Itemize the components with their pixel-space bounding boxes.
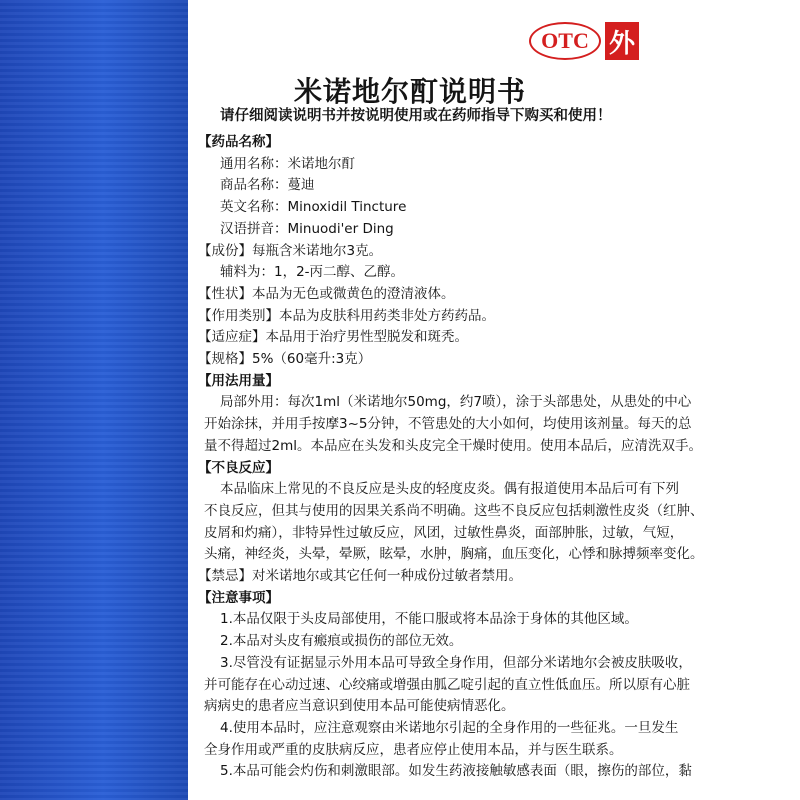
document-subtitle: 请仔细阅读说明书并按说明使用或在药师指导下购买和使用！ [220,108,612,124]
leaflet-line: 5.本品可能会灼伤和刺激眼部。如发生药液接触敏感表面（眼，擦伤的部位，黏 [220,763,692,780]
leaflet-line: 商品名称：蔓迪 [220,177,315,194]
leaflet-line: 全身作用或严重的皮肤病反应，患者应停止使用本品，并与医生联系。 [204,741,623,758]
document-title: 米诺地尔酊说明书 [293,75,526,108]
leaflet-line: 【用法用量】 [198,372,279,389]
leaflet-line: 本品临床上常见的不良反应是头皮的轻度皮炎。偶有报道使用本品后可有下列 [220,481,679,498]
leaflet-line: 2.本品对头皮有瘢痕或损伤的部位无效。 [220,633,463,650]
leaflet-line: 【规格】5%（60毫升:3克） [198,351,372,367]
otc-badge: OTC [529,22,601,60]
leaflet-line: 3.尽管没有证据显示外用本品可导致全身作用，但部分米诺地尔会被皮肤吸收， [220,654,692,671]
leaflet-line: 【适应症】本品用于治疗男性型脱发和斑秃。 [198,329,468,346]
leaflet-line: 【不良反应】 [198,459,279,476]
leaflet-line: 皮屑和灼痛），非特异性过敏反应，风团，过敏性鼻炎，面部肿胀，过敏，气短， [204,524,684,541]
leaflet-line: 1.本品仅限于头皮局部使用，不能口服或将本品涂于身体的其他区域。 [220,611,638,628]
leaflet-line: 【禁忌】对米诺地尔或其它任何一种成份过敏者禁用。 [198,568,522,584]
blue-side-band [0,0,188,800]
leaflet-line: 通用名称：米诺地尔酊 [220,155,355,172]
leaflet-line: 并可能存在心动过速、心绞痛或增强由胍乙啶引起的直立性低血压。所以原有心脏 [204,676,690,693]
leaflet-line: 【性状】本品为无色或微黄色的澄清液体。 [198,285,455,302]
leaflet-line: 局部外用：每次1ml（米诺地尔50mg，约7喷），涂于头部患处，从患处的中心 [220,394,692,411]
otc-badge-group [529,22,639,60]
leaflet-line: 【药品名称】 [198,134,279,150]
leaflet-line: 汉语拼音：Minuodi'er Ding [220,220,394,237]
leaflet-line: 【注意事项】 [198,589,279,606]
leaflet-line: 量不得超过2ml。本品应在头发和头皮完全干燥时使用。使用本品后，应清洗双手。 [204,437,702,454]
leaflet-line: 不良反应，但其与使用的因果关系尚不明确。这些不良反应包括刺激性皮炎（红肿、 [204,502,704,519]
leaflet-line: 【作用类别】本品为皮肤科用药类非处方药药品。 [198,307,495,324]
leaflet-line: 【成份】每瓶含米诺地尔3克。 [198,242,383,259]
leaflet-line: 开始涂抹，并用手按摩3~5分钟，不管患处的大小如何，均使用该剂量。每天的总 [204,416,692,433]
external-use-badge: 外 [605,22,639,60]
leaflet-line: 辅料为：1，2-丙二醇、乙醇。 [220,264,405,281]
leaflet-line: 4.使用本品时，应注意观察由米诺地尔引起的全身作用的一些征兆。一旦发生 [220,719,679,736]
leaflet-line: 头痛，神经炎，头晕，晕厥，眩晕，水肿，胸痛，血压变化，心悸和脉搏频率变化。 [204,546,704,563]
leaflet-line: 英文名称：Minoxidil Tincture [220,199,407,216]
leaflet-line: 病病史的患者应当意识到使用本品可能使病情恶化。 [204,698,515,715]
